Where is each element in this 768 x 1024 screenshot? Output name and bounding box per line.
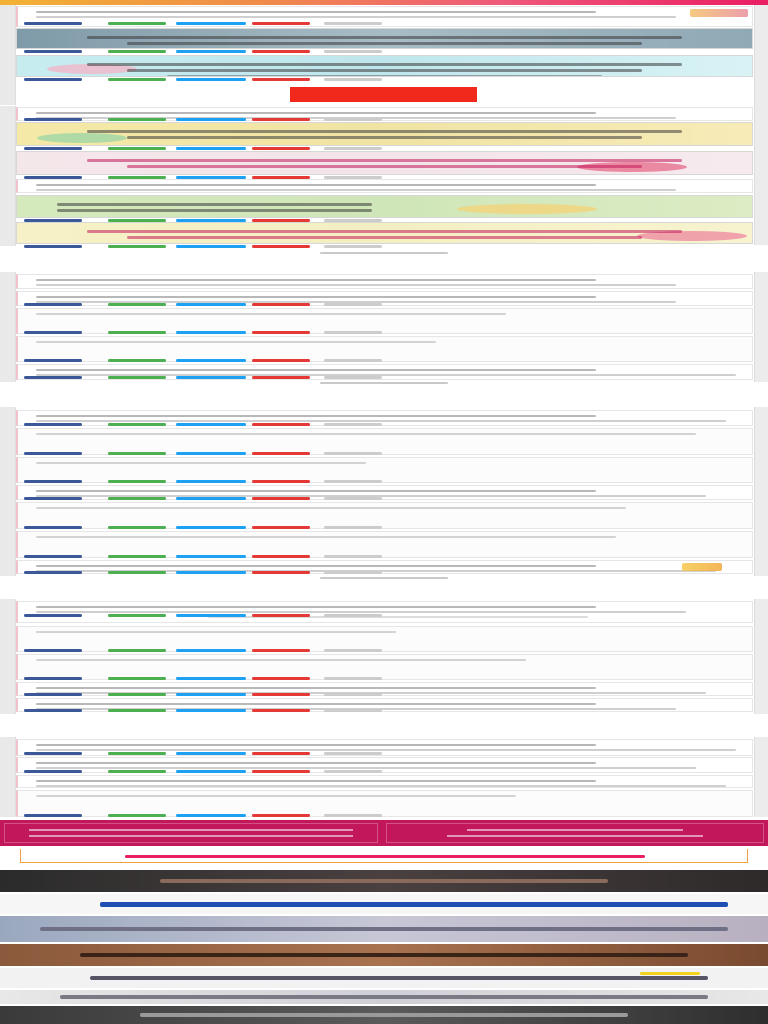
text-line (36, 631, 396, 633)
text-line (36, 296, 596, 298)
share-buttons (24, 709, 424, 713)
whatsapp-share-icon[interactable] (108, 480, 166, 483)
more-share-icon[interactable] (324, 614, 382, 617)
twitter-share-icon[interactable] (176, 50, 246, 53)
image-banner[interactable] (16, 222, 753, 244)
whatsapp-share-icon[interactable] (108, 709, 166, 712)
twitter-share-icon[interactable] (176, 147, 246, 150)
text-line (36, 420, 726, 422)
whatsapp-share-icon[interactable] (108, 245, 166, 248)
text-line (36, 369, 596, 371)
image-row[interactable] (0, 990, 768, 1004)
pinterest-share-icon[interactable] (252, 770, 310, 773)
pinterest-share-icon[interactable] (252, 677, 310, 680)
twitter-share-icon[interactable] (176, 452, 246, 455)
facebook-share-icon[interactable] (24, 709, 82, 712)
twitter-share-icon[interactable] (176, 649, 246, 652)
facebook-share-icon[interactable] (24, 423, 82, 426)
facebook-share-icon[interactable] (24, 331, 82, 334)
twitter-share-icon[interactable] (176, 359, 246, 362)
pinterest-share-icon[interactable] (252, 50, 310, 53)
text-line (36, 507, 626, 509)
twitter-share-icon[interactable] (176, 752, 246, 755)
share-buttons (24, 614, 424, 618)
more-share-icon[interactable] (324, 571, 382, 574)
twitter-share-icon[interactable] (176, 497, 246, 500)
text-line (36, 611, 686, 613)
text-line (36, 112, 596, 114)
facebook-share-icon[interactable] (24, 614, 82, 617)
promo-highlight-box[interactable] (20, 849, 748, 863)
pinterest-share-icon[interactable] (252, 614, 310, 617)
image-banner[interactable] (16, 195, 753, 218)
share-buttons (24, 571, 424, 575)
text-line (36, 744, 596, 746)
twitter-share-icon[interactable] (176, 245, 246, 248)
facebook-share-icon[interactable] (24, 118, 82, 121)
banner-text-line (127, 136, 642, 139)
more-share-icon[interactable] (324, 22, 382, 25)
text-line (36, 659, 526, 661)
text-line (36, 749, 736, 751)
facebook-share-icon[interactable] (24, 497, 82, 500)
whatsapp-share-icon[interactable] (108, 118, 166, 121)
section-divider-line (320, 382, 448, 384)
image-row[interactable] (0, 1006, 768, 1024)
pinterest-share-icon[interactable] (252, 22, 310, 25)
share-buttons (24, 555, 424, 559)
image-banner[interactable] (16, 28, 753, 49)
scrollbar-track[interactable] (754, 407, 768, 577)
facebook-share-icon[interactable] (24, 452, 82, 455)
section-divider (0, 382, 768, 407)
facebook-share-icon[interactable] (24, 22, 82, 25)
left-rail-segment (0, 407, 16, 577)
twitter-share-icon[interactable] (176, 303, 246, 306)
twitter-share-icon[interactable] (176, 423, 246, 426)
image-row-graphic (160, 879, 608, 883)
share-buttons (24, 245, 424, 249)
more-share-icon[interactable] (324, 303, 382, 306)
banner-text-line (87, 159, 682, 162)
banner-text-line (57, 209, 372, 212)
image-row-graphic (60, 995, 708, 999)
banner-text-line (87, 230, 682, 233)
facebook-share-icon[interactable] (24, 480, 82, 483)
pinterest-share-icon[interactable] (252, 452, 310, 455)
facebook-share-icon[interactable] (24, 752, 82, 755)
share-buttons (24, 376, 424, 380)
more-share-icon[interactable] (324, 709, 382, 712)
pinterest-share-icon[interactable] (252, 147, 310, 150)
feed-item[interactable] (16, 601, 753, 623)
facebook-share-icon[interactable] (24, 649, 82, 652)
promo-text-line (29, 829, 353, 831)
share-buttons (24, 452, 424, 456)
twitter-share-icon[interactable] (176, 78, 246, 81)
promo-text-line (29, 835, 353, 837)
more-share-icon[interactable] (324, 752, 382, 755)
image-banner[interactable] (16, 55, 753, 77)
whatsapp-share-icon[interactable] (108, 331, 166, 334)
pinterest-share-icon[interactable] (252, 814, 310, 817)
whatsapp-share-icon[interactable] (108, 770, 166, 773)
whatsapp-share-icon[interactable] (108, 571, 166, 574)
pinterest-share-icon[interactable] (252, 331, 310, 334)
more-share-icon[interactable] (324, 770, 382, 773)
promo-left-panel[interactable] (4, 823, 378, 843)
section-divider (0, 250, 768, 272)
facebook-share-icon[interactable] (24, 770, 82, 773)
text-line (36, 795, 516, 797)
share-buttons (24, 423, 424, 427)
whatsapp-share-icon[interactable] (108, 423, 166, 426)
whatsapp-share-icon[interactable] (108, 677, 166, 680)
more-share-icon[interactable] (324, 452, 382, 455)
flower-graphic (457, 204, 597, 214)
facebook-share-icon[interactable] (24, 376, 82, 379)
facebook-share-icon[interactable] (24, 526, 82, 529)
banner-text-line (87, 130, 682, 133)
facebook-share-icon[interactable] (24, 693, 82, 696)
text-line (36, 279, 596, 281)
twitter-share-icon[interactable] (176, 814, 246, 817)
feed-item[interactable] (16, 790, 753, 817)
pinterest-share-icon[interactable] (252, 571, 310, 574)
share-buttons (24, 497, 424, 501)
share-buttons (24, 303, 424, 307)
twitter-share-icon[interactable] (176, 22, 246, 25)
twitter-share-icon[interactable] (176, 571, 246, 574)
feed-item[interactable] (16, 179, 753, 193)
banner-text-line (87, 63, 682, 66)
left-rail-segment (0, 737, 16, 817)
share-buttons (24, 359, 424, 363)
image-row[interactable] (0, 968, 768, 988)
text-line (36, 341, 436, 343)
whatsapp-share-icon[interactable] (108, 147, 166, 150)
twitter-share-icon[interactable] (176, 480, 246, 483)
facebook-share-icon[interactable] (24, 677, 82, 680)
whatsapp-share-icon[interactable] (108, 50, 166, 53)
pinterest-share-icon[interactable] (252, 303, 310, 306)
share-buttons (24, 480, 424, 484)
share-buttons (24, 526, 424, 530)
cta-button[interactable] (290, 87, 477, 102)
text-line (36, 184, 596, 186)
twitter-share-icon[interactable] (176, 555, 246, 558)
twitter-share-icon[interactable] (176, 693, 246, 696)
pinterest-share-icon[interactable] (252, 78, 310, 81)
text-line (36, 606, 596, 608)
text-line (36, 415, 596, 417)
more-share-icon[interactable] (324, 423, 382, 426)
pinterest-share-icon[interactable] (252, 118, 310, 121)
feed-item[interactable] (16, 531, 753, 558)
left-rail-segment (0, 106, 16, 246)
image-row-graphic (140, 1013, 628, 1017)
text-line (36, 462, 366, 464)
text-line (36, 313, 506, 315)
more-share-icon[interactable] (324, 480, 382, 483)
text-line (36, 785, 726, 787)
text-line (36, 536, 616, 538)
feed-item-thumbnail[interactable] (682, 563, 722, 571)
facebook-share-icon[interactable] (24, 359, 82, 362)
more-share-icon[interactable] (324, 693, 382, 696)
feed-item-thumbnail[interactable] (690, 9, 748, 17)
facebook-share-icon[interactable] (24, 78, 82, 81)
share-buttons (24, 770, 424, 774)
left-rail-segment (0, 5, 16, 105)
twitter-share-icon[interactable] (176, 118, 246, 121)
more-share-icon[interactable] (324, 78, 382, 81)
feed-item[interactable] (16, 775, 753, 788)
banner-text-line (127, 165, 642, 168)
image-row-graphic (80, 953, 688, 957)
pinterest-share-icon[interactable] (252, 752, 310, 755)
image-banner[interactable] (16, 151, 753, 175)
scrollbar-track[interactable] (754, 599, 768, 714)
facebook-share-icon[interactable] (24, 147, 82, 150)
image-banner[interactable] (16, 122, 753, 146)
scrollbar-track[interactable] (754, 5, 768, 245)
image-row[interactable] (0, 870, 768, 892)
text-line (36, 433, 696, 435)
banner-text-line (127, 236, 642, 239)
text-line (36, 16, 676, 18)
share-buttons (24, 331, 424, 335)
promo-text-line (467, 829, 683, 831)
more-share-icon[interactable] (324, 245, 382, 248)
share-buttons (24, 752, 424, 756)
pinterest-share-icon[interactable] (252, 376, 310, 379)
pinterest-share-icon[interactable] (252, 526, 310, 529)
share-buttons (24, 22, 424, 26)
pinterest-share-icon[interactable] (252, 423, 310, 426)
promo-right-panel[interactable] (386, 823, 764, 843)
whatsapp-share-icon[interactable] (108, 526, 166, 529)
facebook-share-icon[interactable] (24, 571, 82, 574)
share-buttons (24, 50, 424, 54)
pinterest-share-icon[interactable] (252, 693, 310, 696)
banner-text-line (167, 75, 602, 77)
more-share-icon[interactable] (324, 147, 382, 150)
banner-text-line (127, 42, 642, 45)
whatsapp-share-icon[interactable] (108, 649, 166, 652)
left-rail-segment (0, 599, 16, 714)
more-share-icon[interactable] (324, 331, 382, 334)
more-share-icon[interactable] (324, 649, 382, 652)
facebook-share-icon[interactable] (24, 303, 82, 306)
share-buttons (24, 693, 424, 697)
whatsapp-share-icon[interactable] (108, 376, 166, 379)
section-divider (0, 714, 768, 737)
image-row[interactable] (0, 916, 768, 942)
more-share-icon[interactable] (324, 118, 382, 121)
pinterest-share-icon[interactable] (252, 709, 310, 712)
pinterest-share-icon[interactable] (252, 497, 310, 500)
image-row-graphic (640, 972, 700, 975)
share-buttons (24, 649, 424, 653)
scrollbar-track[interactable] (754, 737, 768, 817)
whatsapp-share-icon[interactable] (108, 22, 166, 25)
text-line (36, 687, 596, 689)
pinterest-share-icon[interactable] (252, 245, 310, 248)
whatsapp-share-icon[interactable] (108, 359, 166, 362)
text-line (36, 490, 596, 492)
pinterest-share-icon[interactable] (252, 359, 310, 362)
twitter-share-icon[interactable] (176, 331, 246, 334)
section-divider (0, 576, 768, 599)
whatsapp-share-icon[interactable] (108, 497, 166, 500)
more-share-icon[interactable] (324, 359, 382, 362)
text-line (36, 284, 676, 286)
twitter-share-icon[interactable] (176, 709, 246, 712)
more-share-icon[interactable] (324, 376, 382, 379)
image-row-graphic (90, 976, 708, 980)
facebook-share-icon[interactable] (24, 555, 82, 558)
whatsapp-share-icon[interactable] (108, 814, 166, 817)
more-share-icon[interactable] (324, 50, 382, 53)
whatsapp-share-icon[interactable] (108, 78, 166, 81)
more-share-icon[interactable] (324, 526, 382, 529)
text-line (36, 762, 596, 764)
promo-highlight-line (125, 855, 645, 858)
left-rail-segment (0, 272, 16, 382)
text-line (36, 767, 696, 769)
banner-text-line (87, 36, 682, 39)
more-share-icon[interactable] (324, 814, 382, 817)
image-row-graphic (100, 902, 728, 907)
image-row-graphic (40, 927, 728, 931)
whatsapp-share-icon[interactable] (108, 614, 166, 617)
twitter-share-icon[interactable] (176, 614, 246, 617)
top-accent-bar (0, 0, 768, 5)
twitter-share-icon[interactable] (176, 526, 246, 529)
text-line (36, 11, 596, 13)
text-line (36, 565, 596, 567)
flower-graphic (37, 133, 127, 143)
more-share-icon[interactable] (324, 555, 382, 558)
feed-item[interactable] (16, 274, 753, 289)
scrollbar-track[interactable] (754, 272, 768, 382)
banner-text-line (127, 69, 642, 72)
whatsapp-share-icon[interactable] (108, 693, 166, 696)
banner-text-line (57, 203, 372, 206)
twitter-share-icon[interactable] (176, 770, 246, 773)
facebook-share-icon[interactable] (24, 814, 82, 817)
whatsapp-share-icon[interactable] (108, 452, 166, 455)
whatsapp-share-icon[interactable] (108, 752, 166, 755)
feed-item[interactable] (16, 428, 753, 455)
whatsapp-share-icon[interactable] (108, 303, 166, 306)
text-line (36, 703, 596, 705)
more-share-icon[interactable] (324, 677, 382, 680)
pinterest-share-icon[interactable] (252, 555, 310, 558)
facebook-share-icon[interactable] (24, 50, 82, 53)
whatsapp-share-icon[interactable] (108, 555, 166, 558)
image-row[interactable] (0, 894, 768, 914)
image-row[interactable] (0, 944, 768, 966)
pinterest-share-icon[interactable] (252, 480, 310, 483)
feed-item[interactable] (16, 502, 753, 529)
share-buttons (24, 677, 424, 681)
text-line (36, 780, 596, 782)
section-divider-line (320, 577, 448, 579)
twitter-share-icon[interactable] (176, 677, 246, 680)
promo-text-line (447, 835, 703, 837)
promo-banner[interactable] (0, 820, 768, 846)
section-divider-line (320, 252, 448, 254)
twitter-share-icon[interactable] (176, 376, 246, 379)
pinterest-share-icon[interactable] (252, 649, 310, 652)
facebook-share-icon[interactable] (24, 245, 82, 248)
more-share-icon[interactable] (324, 497, 382, 500)
share-buttons (24, 814, 424, 818)
share-buttons (24, 78, 424, 82)
text-line (36, 189, 676, 191)
